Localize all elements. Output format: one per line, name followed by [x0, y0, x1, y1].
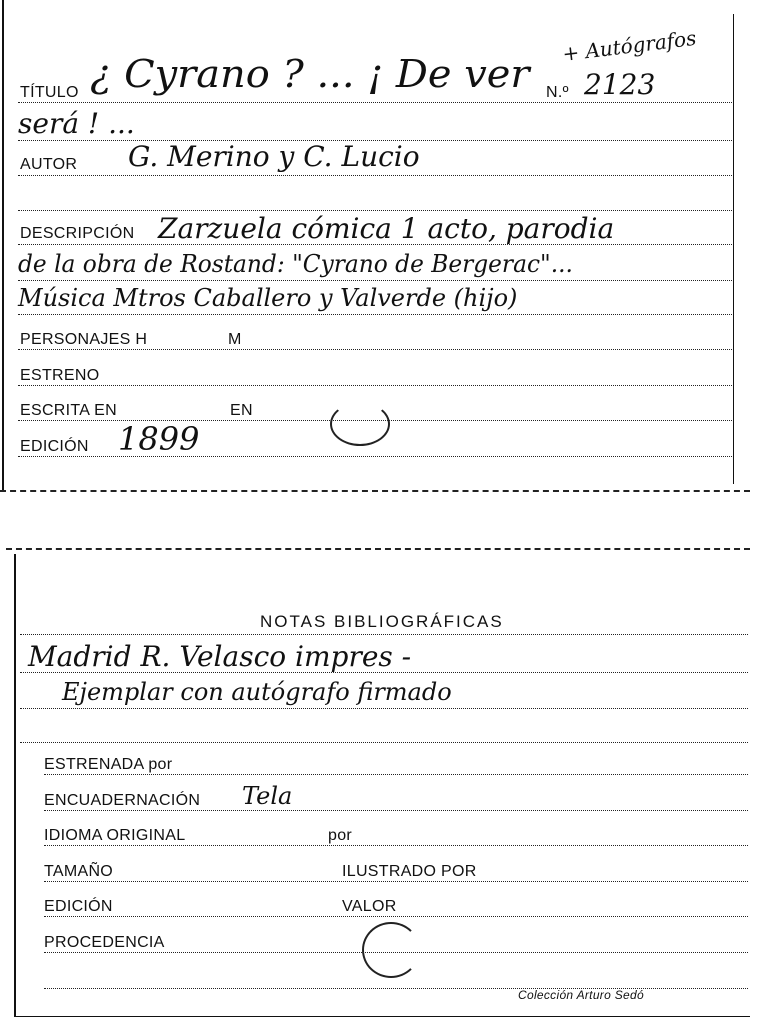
card-edge-left-back [14, 554, 16, 1016]
rule-titulo [18, 102, 732, 103]
label-ilustrado: ILUSTRADO POR [342, 863, 477, 880]
rule-estreno [18, 385, 732, 386]
rule-estrenada [44, 774, 748, 775]
rule-notas-0 [20, 634, 748, 635]
punch-hole [330, 402, 390, 446]
label-personajes-m: M [228, 331, 242, 348]
card-edge-bottom-back [14, 1016, 750, 1017]
card-edge-left [2, 0, 4, 490]
label-titulo: TÍTULO [20, 84, 79, 101]
value-descripcion-line-3: Música Mtros Caballero y Valverde (hijo) [18, 284, 518, 312]
label-idioma: IDIOMA ORIGINAL [44, 827, 186, 844]
value-numero: 2123 [584, 68, 656, 101]
value-titulo-line-1: ¿ Cyrano ? ... ¡ De ver [90, 52, 530, 96]
value-titulo-line-2: será ! ... [18, 107, 135, 140]
rule-encuadernacion [44, 810, 748, 811]
value-notas-line-1: Madrid R. Velasco impres - [28, 640, 412, 673]
heading-notas: NOTAS BIBLIOGRÁFICAS [260, 612, 504, 631]
value-encuadernacion: Tela [242, 782, 293, 810]
label-autor: AUTOR [20, 156, 78, 173]
rule-idioma [44, 845, 748, 846]
value-numero-note: + Autógrafos [561, 25, 698, 66]
catalog-card-front [0, 0, 750, 492]
value-edicion: 1899 [118, 420, 200, 458]
rule-notas-3 [20, 742, 748, 743]
rule-autor [18, 175, 732, 176]
card-edge-top [6, 548, 750, 550]
label-encuadernacion: ENCUADERNACIÓN [44, 792, 201, 809]
card-edge-bottom [0, 490, 750, 492]
card-edge-right [733, 14, 734, 484]
catalog-card-back [6, 548, 750, 1018]
rule-tamano [44, 881, 748, 882]
punch-hole-back [362, 922, 420, 978]
rule-descripcion-3 [18, 314, 732, 315]
rule-notas-2 [20, 708, 748, 709]
label-edicion-back: EDICIÓN [44, 898, 113, 915]
label-escrita-en-2: EN [230, 402, 253, 419]
rule-personajes [18, 349, 732, 350]
label-estrenada: ESTRENADA por [44, 756, 173, 773]
label-valor: VALOR [342, 898, 397, 915]
label-escrita-en: ESCRITA EN [20, 402, 117, 419]
rule-edicion-back [44, 916, 748, 917]
label-procedencia: PROCEDENCIA [44, 934, 165, 951]
rule-descripcion-2 [18, 280, 732, 281]
label-edicion: EDICIÓN [20, 438, 89, 455]
label-descripcion: DESCRIPCIÓN [20, 225, 135, 242]
value-autor: G. Merino y C. Lucio [128, 140, 420, 173]
label-personajes-h: PERSONAJES H [20, 331, 148, 348]
label-por: por [328, 827, 353, 844]
value-descripcion-line-1: Zarzuela cómica 1 acto, parodia [158, 212, 615, 245]
collection-credit: Colección Arturo Sedó [518, 988, 644, 1002]
rule-blank [18, 210, 732, 211]
label-estreno: ESTRENO [20, 367, 100, 384]
value-notas-line-2: Ejemplar con autógrafo firmado [62, 678, 452, 706]
label-numero: N.º [546, 84, 569, 101]
label-tamano: TAMAÑO [44, 863, 114, 880]
value-descripcion-line-2: de la obra de Rostand: "Cyrano de Bergerac"... [18, 250, 573, 278]
